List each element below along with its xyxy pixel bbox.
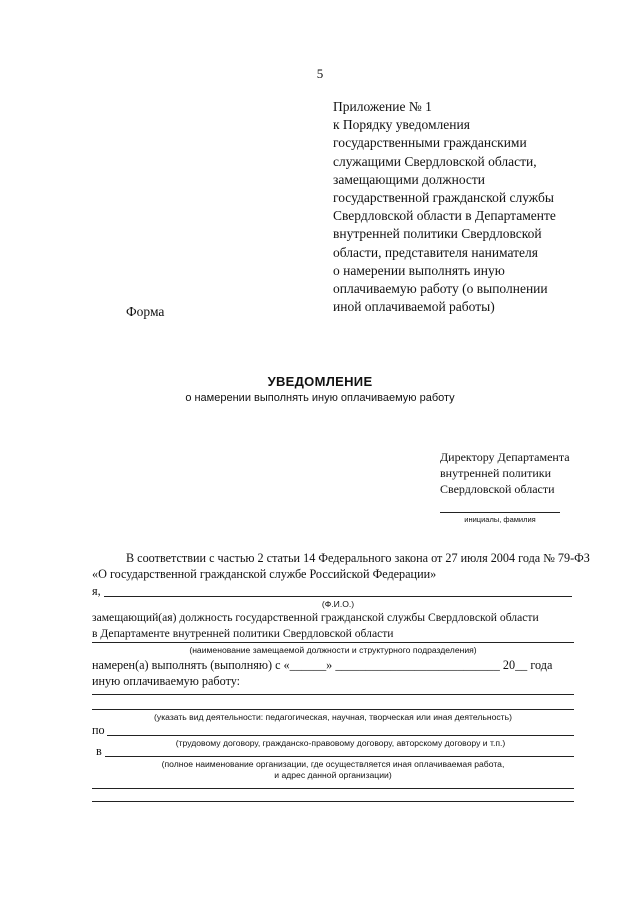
appendix-line: служащими Свердловской области, (333, 153, 537, 169)
address-field-line-2[interactable] (92, 801, 574, 802)
po-label: по (92, 723, 105, 737)
addressee-line: Свердловской области (440, 482, 555, 496)
contract-hint: (трудовому договору, гражданско-правовому договору, авторскому договору и т.п.) (175, 738, 506, 748)
organization-hint-line-1: (полное наименование организации, где осуществляется иная оплачиваемая работа, (161, 759, 505, 769)
position-hint: (наименование замещаемой должности и структурного подразделения) (189, 645, 477, 655)
address-field-line-1[interactable] (92, 788, 574, 789)
intend-date-text[interactable]: намерен(а) выполнять (выполняю) с «______» ___________________________ 20__ года (92, 658, 553, 672)
activity-hint: (указать вид деятельности: педагогическая, научная, творческая или иная деятельность) (154, 712, 512, 722)
initials-field-line[interactable] (440, 512, 560, 513)
appendix-line: замещающими должности (333, 171, 486, 187)
ya-label: я, (92, 584, 101, 598)
fio-hint: (Ф.И.О.) (321, 599, 355, 609)
paragraph-line-2: «О государственной гражданской службе Российской Федерации» (92, 567, 437, 581)
form-label: Форма (126, 304, 165, 319)
contract-field-line[interactable] (107, 735, 574, 736)
document-title: УВЕДОМЛЕНИЕ (267, 374, 373, 389)
position-line-2: в Департаменте внутренней политики Свердловской области (92, 627, 394, 640)
addressee-line: внутренней политики (440, 466, 551, 480)
appendix-line: области, представителя нанимателя (333, 244, 538, 260)
initials-hint: инициалы, фамилия (464, 515, 536, 524)
appendix-line: иной оплачиваемой работы) (333, 299, 495, 315)
page-number: 5 (316, 66, 324, 81)
appendix-line: государственными гражданскими (333, 135, 527, 151)
addressee-line: Директору Департамента (440, 450, 570, 464)
appendix-header (333, 98, 593, 316)
addressee-block (440, 449, 570, 497)
activity-field-line-2[interactable] (92, 709, 574, 710)
appendix-line: к Порядку уведомления (333, 117, 470, 133)
document-subtitle: о намерении выполнять иную оплачиваемую работу (185, 392, 455, 404)
appendix-line: Свердловской области в Департаменте (333, 208, 556, 224)
appendix-line: о намерении выполнять иную (333, 262, 505, 278)
appendix-line: оплачиваемую работу (о выполнении (333, 281, 548, 297)
other-work-label: иную оплачиваемую работу: (92, 674, 241, 688)
position-field-line[interactable] (92, 642, 574, 643)
appendix-line: внутренней политики Свердловской (333, 226, 542, 242)
activity-field-line-1[interactable] (92, 694, 574, 695)
fio-field-line[interactable] (104, 596, 572, 597)
paragraph-line-1: В соответствии с частью 2 статьи 14 Федерального закона от 27 июля 2004 года № 79-ФЗ (126, 551, 590, 565)
organization-hint-line-2: и адрес данной организации) (274, 770, 392, 780)
v-label: в (96, 744, 102, 758)
position-line-1: замещающий(ая) должность государственной гражданской службы Свердловской области (92, 611, 539, 624)
appendix-line: Приложение № 1 (333, 99, 432, 114)
appendix-line: государственной гражданской службы (333, 190, 554, 206)
organization-field-line[interactable] (105, 756, 574, 757)
